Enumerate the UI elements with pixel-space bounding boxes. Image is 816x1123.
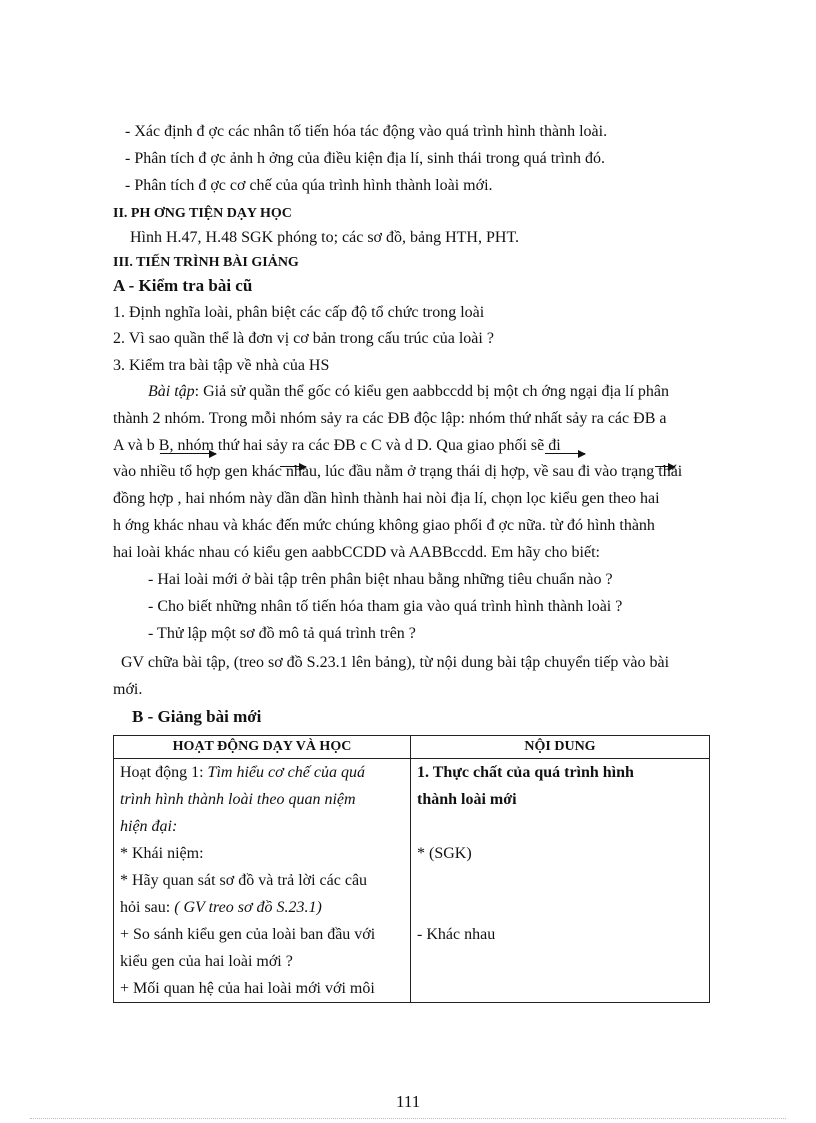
subsection-b-heading: B - Giảng bài mới xyxy=(132,707,262,726)
exercise-line-4: vào nhiều tổ hợp gen khác nhau, lúc đầu nằm ở trạng thái dị hợp, về sau đi vào trạng thái xyxy=(113,463,683,480)
activity-title-3: hiện đại: xyxy=(120,818,178,835)
exercise-label: Bài tập xyxy=(148,383,195,400)
observe-line-2 xyxy=(120,894,404,921)
section-3-heading: III. TIẾN TRÌNH BÀI GIẢNG xyxy=(113,255,299,270)
exercise-line-3: A và b B, nhóm thứ hai sảy ra các ĐB c C và d D. Qua giao phối sẽ đi xyxy=(113,437,561,454)
observe-italic: ( GV treo sơ đồ S.23.1) xyxy=(174,899,322,916)
objective-3: - Phân tích đ ợc cơ chế của qúa trình hình thành loài mới. xyxy=(125,177,493,194)
ask-item-1: - Hai loài mới ở bài tập trên phân biệt nhau bằng những tiêu chuẩn nào ? xyxy=(148,571,613,588)
exercise-text-1: : Giả sử quần thể gốc có kiểu gen aabbccdd bị một ch ớng ngại địa lí phân xyxy=(194,383,670,400)
exercise-line-2: thành 2 nhóm. Trong mỗi nhóm sảy ra các ĐB độc lập: nhóm thứ nhất sảy ra các ĐB a xyxy=(113,410,667,427)
activity-title-2: trình hình thành loài theo quan niệm xyxy=(120,791,356,808)
content-cell xyxy=(411,759,710,1003)
mutation-arrow-a xyxy=(160,453,216,454)
objective-1: - Xác định đ ợc các nhân tố tiến hóa tác động vào quá trình hình thành loài. xyxy=(125,123,608,140)
content-sgk: * (SGK) xyxy=(417,845,472,862)
question-2: 2. Vì sao quần thể là đơn vị cơ bản trong cấu trúc của loài ? xyxy=(113,330,494,347)
question-1: 1. Định nghĩa loài, phân biệt các cấp độ tổ chức trong loài xyxy=(113,304,485,321)
exercise-line-7: hai loài khác nhau có kiểu gen aabbCCDD và AABBccdd. Em hãy cho biết: xyxy=(113,544,600,561)
observe-line-1: * Hãy quan sát sơ đồ và trả lời các câu xyxy=(120,872,368,889)
gv-line-1: GV chữa bài tập, (treo sơ đồ S.23.1 lên bảng), từ nội dung bài tập chuyển tiếp vào bài xyxy=(121,654,670,671)
question-3: 3. Kiểm tra bài tập về nhà của HS xyxy=(113,357,330,374)
header-content: NỘI DUNG xyxy=(411,736,710,759)
exercise-line-6: h ớng khác nhau và khác đến mức chúng không giao phối đ ợc nữa. từ đó hình thành xyxy=(113,517,655,534)
activity-title-1: Tìm hiểu cơ chế của quá xyxy=(207,764,365,781)
compare-line-1: + So sánh kiểu gen của loài ban đầu với xyxy=(120,926,376,943)
exercise-line-5: đồng hợp , hai nhóm này dần dần hình thành hai nòi địa lí, chọn lọc kiểu gen theo hai xyxy=(113,490,660,507)
subsection-a-heading: A - Kiểm tra bài cũ xyxy=(113,276,253,295)
footer-divider xyxy=(30,1118,786,1119)
ask-item-3: - Thử lập một sơ đồ mô tả quá trình trên ? xyxy=(148,625,416,642)
activity-1-line-1 xyxy=(120,759,404,786)
concept-line: * Khái niệm: xyxy=(120,845,204,862)
table-row xyxy=(114,759,710,1003)
observe-plain: hỏi sau: xyxy=(120,899,175,916)
section-2-text: Hình H.47, H.48 SGK phóng to; các sơ đồ, bảng HTH, PHT. xyxy=(130,229,520,246)
section-2-heading: II. PH ƠNG TIỆN DẠY HỌC xyxy=(113,206,292,221)
content-title-2: thành loài mới xyxy=(417,791,517,808)
header-activities: HOẠT ĐỘNG DẠY VÀ HỌC xyxy=(114,736,411,759)
objective-2: - Phân tích đ ợc ảnh h ởng của điều kiện địa lí, sinh thái trong quá trình đó. xyxy=(125,150,605,167)
activity-label: Hoạt động 1: xyxy=(120,764,208,781)
mutation-arrow-c xyxy=(545,453,585,454)
content-diff: - Khác nhau xyxy=(417,926,496,943)
exercise-line-1 xyxy=(148,382,669,402)
content-title-1: 1. Thực chất của quá trình hình xyxy=(417,764,634,781)
activities-cell xyxy=(114,759,411,1003)
ask-item-2: - Cho biết những nhân tố tiến hóa tham gia vào quá trình hình thành loài ? xyxy=(148,598,623,615)
compare-line-2: kiểu gen của hai loài mới ? xyxy=(120,953,293,970)
gv-line-2: mới. xyxy=(113,681,143,698)
activity-table xyxy=(113,735,710,1003)
table-header-row xyxy=(114,736,710,759)
page-number: 111 xyxy=(396,1092,421,1111)
relation-line: + Mối quan hệ của hai loài mới với môi xyxy=(120,980,375,997)
